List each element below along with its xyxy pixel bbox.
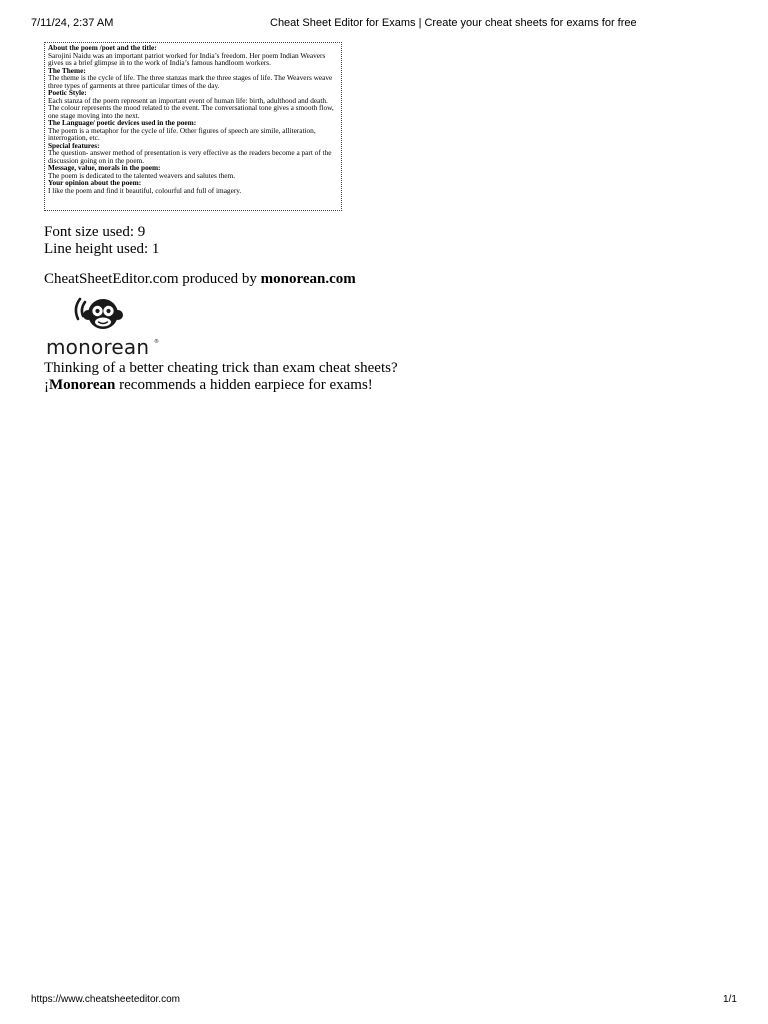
monorean-logo[interactable] [44, 291, 164, 359]
logo-wordmark: monorean [46, 335, 150, 359]
cheat-sheet [44, 42, 342, 211]
promo-suffix: recommends a hidden earpiece for exams! [115, 377, 373, 393]
promo-prefix: ¡ [44, 377, 49, 393]
promo-line-2 [44, 377, 398, 394]
sheet-section-style [48, 89, 338, 119]
section-heading: Your opinion about the poem: [48, 178, 142, 188]
line-height-used: Line height used: 1 [44, 241, 160, 257]
promo-text [44, 360, 398, 394]
section-heading: Message, value, morals in the poem: [48, 163, 161, 173]
section-body: The poem is dedicated to the talented weavers and salutes them. [48, 170, 236, 180]
credit-prefix: CheatSheetEditor.com produced by [44, 271, 261, 287]
section-body: Each stanza of the poem represent an important event of human life: birth, adulthood and death. The colour represents the mood related to the event. The conversational tone gives a smooth flow, one stage moving into the next. [48, 95, 334, 120]
promo-line-1: Thinking of a better cheating trick than exam cheat sheets? [44, 360, 398, 376]
print-footer-url: https://www.cheatsheeteditor.com [31, 994, 180, 1005]
section-body: I like the poem and find it beautiful, colourful and full of imagery. [48, 185, 242, 195]
section-heading: About the poem /poet and the title: [48, 43, 157, 52]
section-body: The question- answer method of presentation is very effective as the readers become a part of the discussion going on in the poem. [48, 148, 332, 165]
print-header-title: Cheat Sheet Editor for Exams | Create your cheat sheets for exams for free [270, 17, 637, 29]
sheet-section-language [48, 119, 338, 142]
font-size-used: Font size used: 9 [44, 224, 146, 240]
sheet-section-message [48, 164, 338, 179]
promo-brand[interactable]: Monorean [49, 377, 116, 393]
sheet-section-theme [48, 67, 338, 90]
section-body: The theme is the cycle of life. The three stanzas mark the three stages of life. The Weavers weave three types of garments at three particular times of the day. [48, 73, 333, 90]
sheet-section-about [48, 44, 338, 67]
sheet-settings [44, 224, 159, 258]
monkey-headphones-icon [70, 293, 130, 337]
credit-line [44, 271, 356, 288]
print-footer-page-number: 1/1 [723, 994, 737, 1005]
sheet-section-features [48, 142, 338, 165]
section-heading: The Theme: [48, 65, 86, 75]
section-heading: The Language/ poetic devices used in the poem: [48, 118, 197, 128]
sheet-section-opinion [48, 179, 338, 194]
section-heading: Poetic Style: [48, 88, 87, 98]
section-heading: Special features: [48, 140, 100, 150]
section-body: The poem is a metaphor for the cycle of life. Other figures of speech are simile, alliteration, interrogation, etc. [48, 125, 316, 143]
print-header-date: 7/11/24, 2:37 AM [31, 17, 114, 29]
section-body: Sarojini Naidu was an important patriot worked for India’s freedom. Her poem Indian Weavers gives us a brief glimpse in to the work of India’s famous handloom workers. [48, 50, 326, 68]
registered-mark: ® [154, 339, 159, 345]
monorean-link[interactable]: monorean.com [260, 271, 356, 287]
